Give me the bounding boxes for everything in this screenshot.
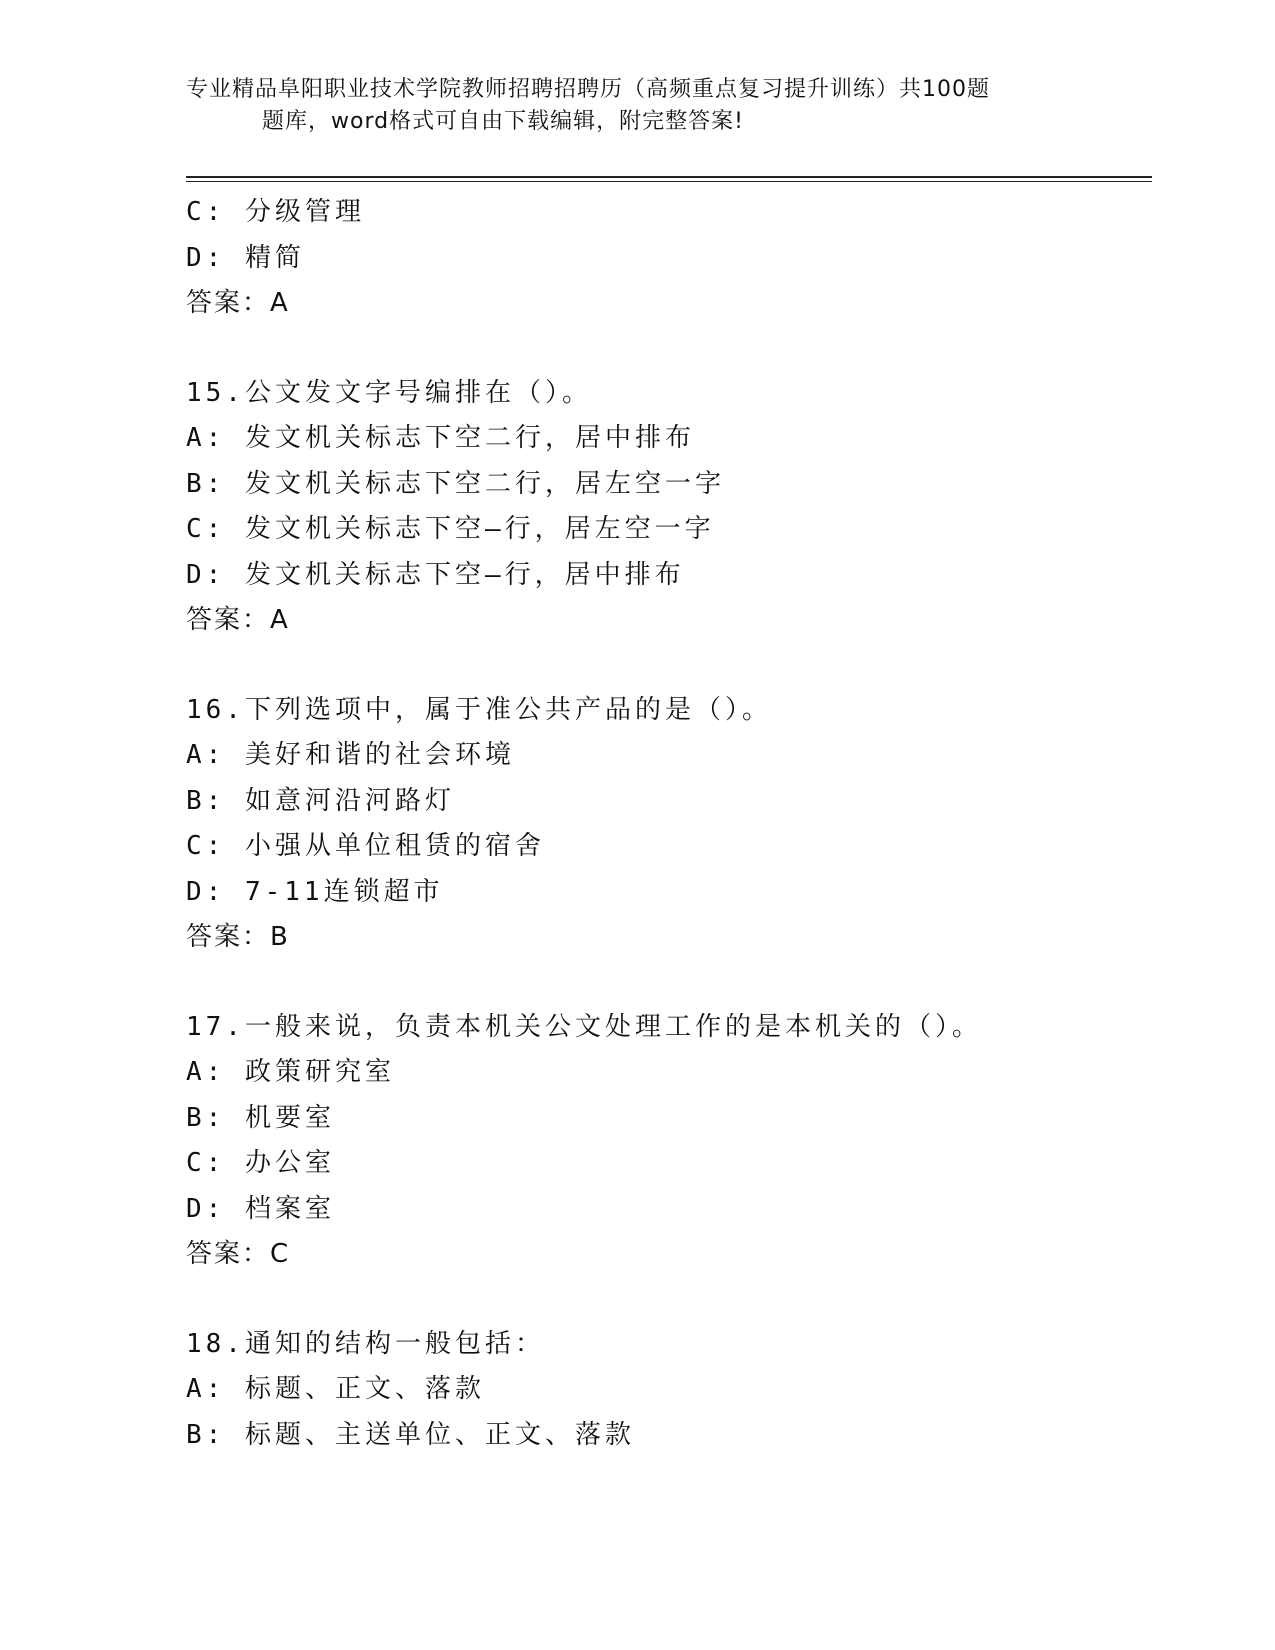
document-header (186, 74, 1066, 138)
option-d: D: 发文机关标志下空—行，居中排布 (186, 559, 685, 590)
option-b: B: 机要室 (186, 1102, 335, 1133)
question-block-18 (186, 1322, 1152, 1459)
spacer (186, 327, 1152, 371)
option-d: D: 档案室 (186, 1193, 335, 1224)
question-block-15 (186, 371, 1152, 644)
spacer (186, 644, 1152, 688)
option-a: A: 发文机关标志下空二行，居中排布 (186, 423, 695, 453)
option-a: A: 标题、正文、落款 (186, 1374, 485, 1404)
option-c: C: 发文机关标志下空—行，居左空一字 (186, 514, 715, 544)
option-c: C: 办公室 (186, 1148, 335, 1178)
option-a: A: 美好和谐的社会环境 (186, 740, 515, 770)
question-text: 17.一般来说，负责本机关公文处理工作的是本机关的（）。 (186, 1011, 982, 1042)
option-b: B: 发文机关标志下空二行，居左空一字 (186, 468, 725, 499)
question-list (186, 190, 1152, 1458)
option-d: D: 精简 (186, 242, 305, 273)
spacer (186, 1278, 1152, 1322)
option-d: D: 7-11连锁超市 (186, 876, 444, 907)
option-a: A: 政策研究室 (186, 1057, 395, 1087)
question-text: 15.公文发文字号编排在（）。 (186, 377, 592, 408)
question-text: 16.下列选项中，属于准公共产品的是（）。 (186, 694, 772, 725)
answer-line: 答案：A (186, 605, 290, 635)
answer-line: 答案：A (186, 288, 290, 318)
header-divider-thin (186, 181, 1152, 182)
option-b: B: 如意河沿河路灯 (186, 785, 455, 816)
question-block-14 (186, 190, 1152, 327)
header-divider-thick (186, 176, 1152, 178)
question-block-16 (186, 688, 1152, 961)
option-c: C: 分级管理 (186, 197, 365, 227)
header-title-line2: 题库，word格式可自由下载编辑，附完整答案! (262, 109, 744, 134)
option-b: B: 标题、主送单位、正文、落款 (186, 1419, 635, 1450)
option-c: C: 小强从单位租赁的宿舍 (186, 831, 545, 861)
spacer (186, 961, 1152, 1005)
answer-line: 答案：C (186, 1239, 291, 1269)
answer-line: 答案：B (186, 922, 290, 952)
question-block-17 (186, 1005, 1152, 1278)
question-text: 18.通知的结构一般包括： (186, 1328, 545, 1359)
header-title-line1: 专业精品阜阳职业技术学院教师招聘招聘历（高频重点复习提升训练）共100题 (186, 77, 990, 102)
